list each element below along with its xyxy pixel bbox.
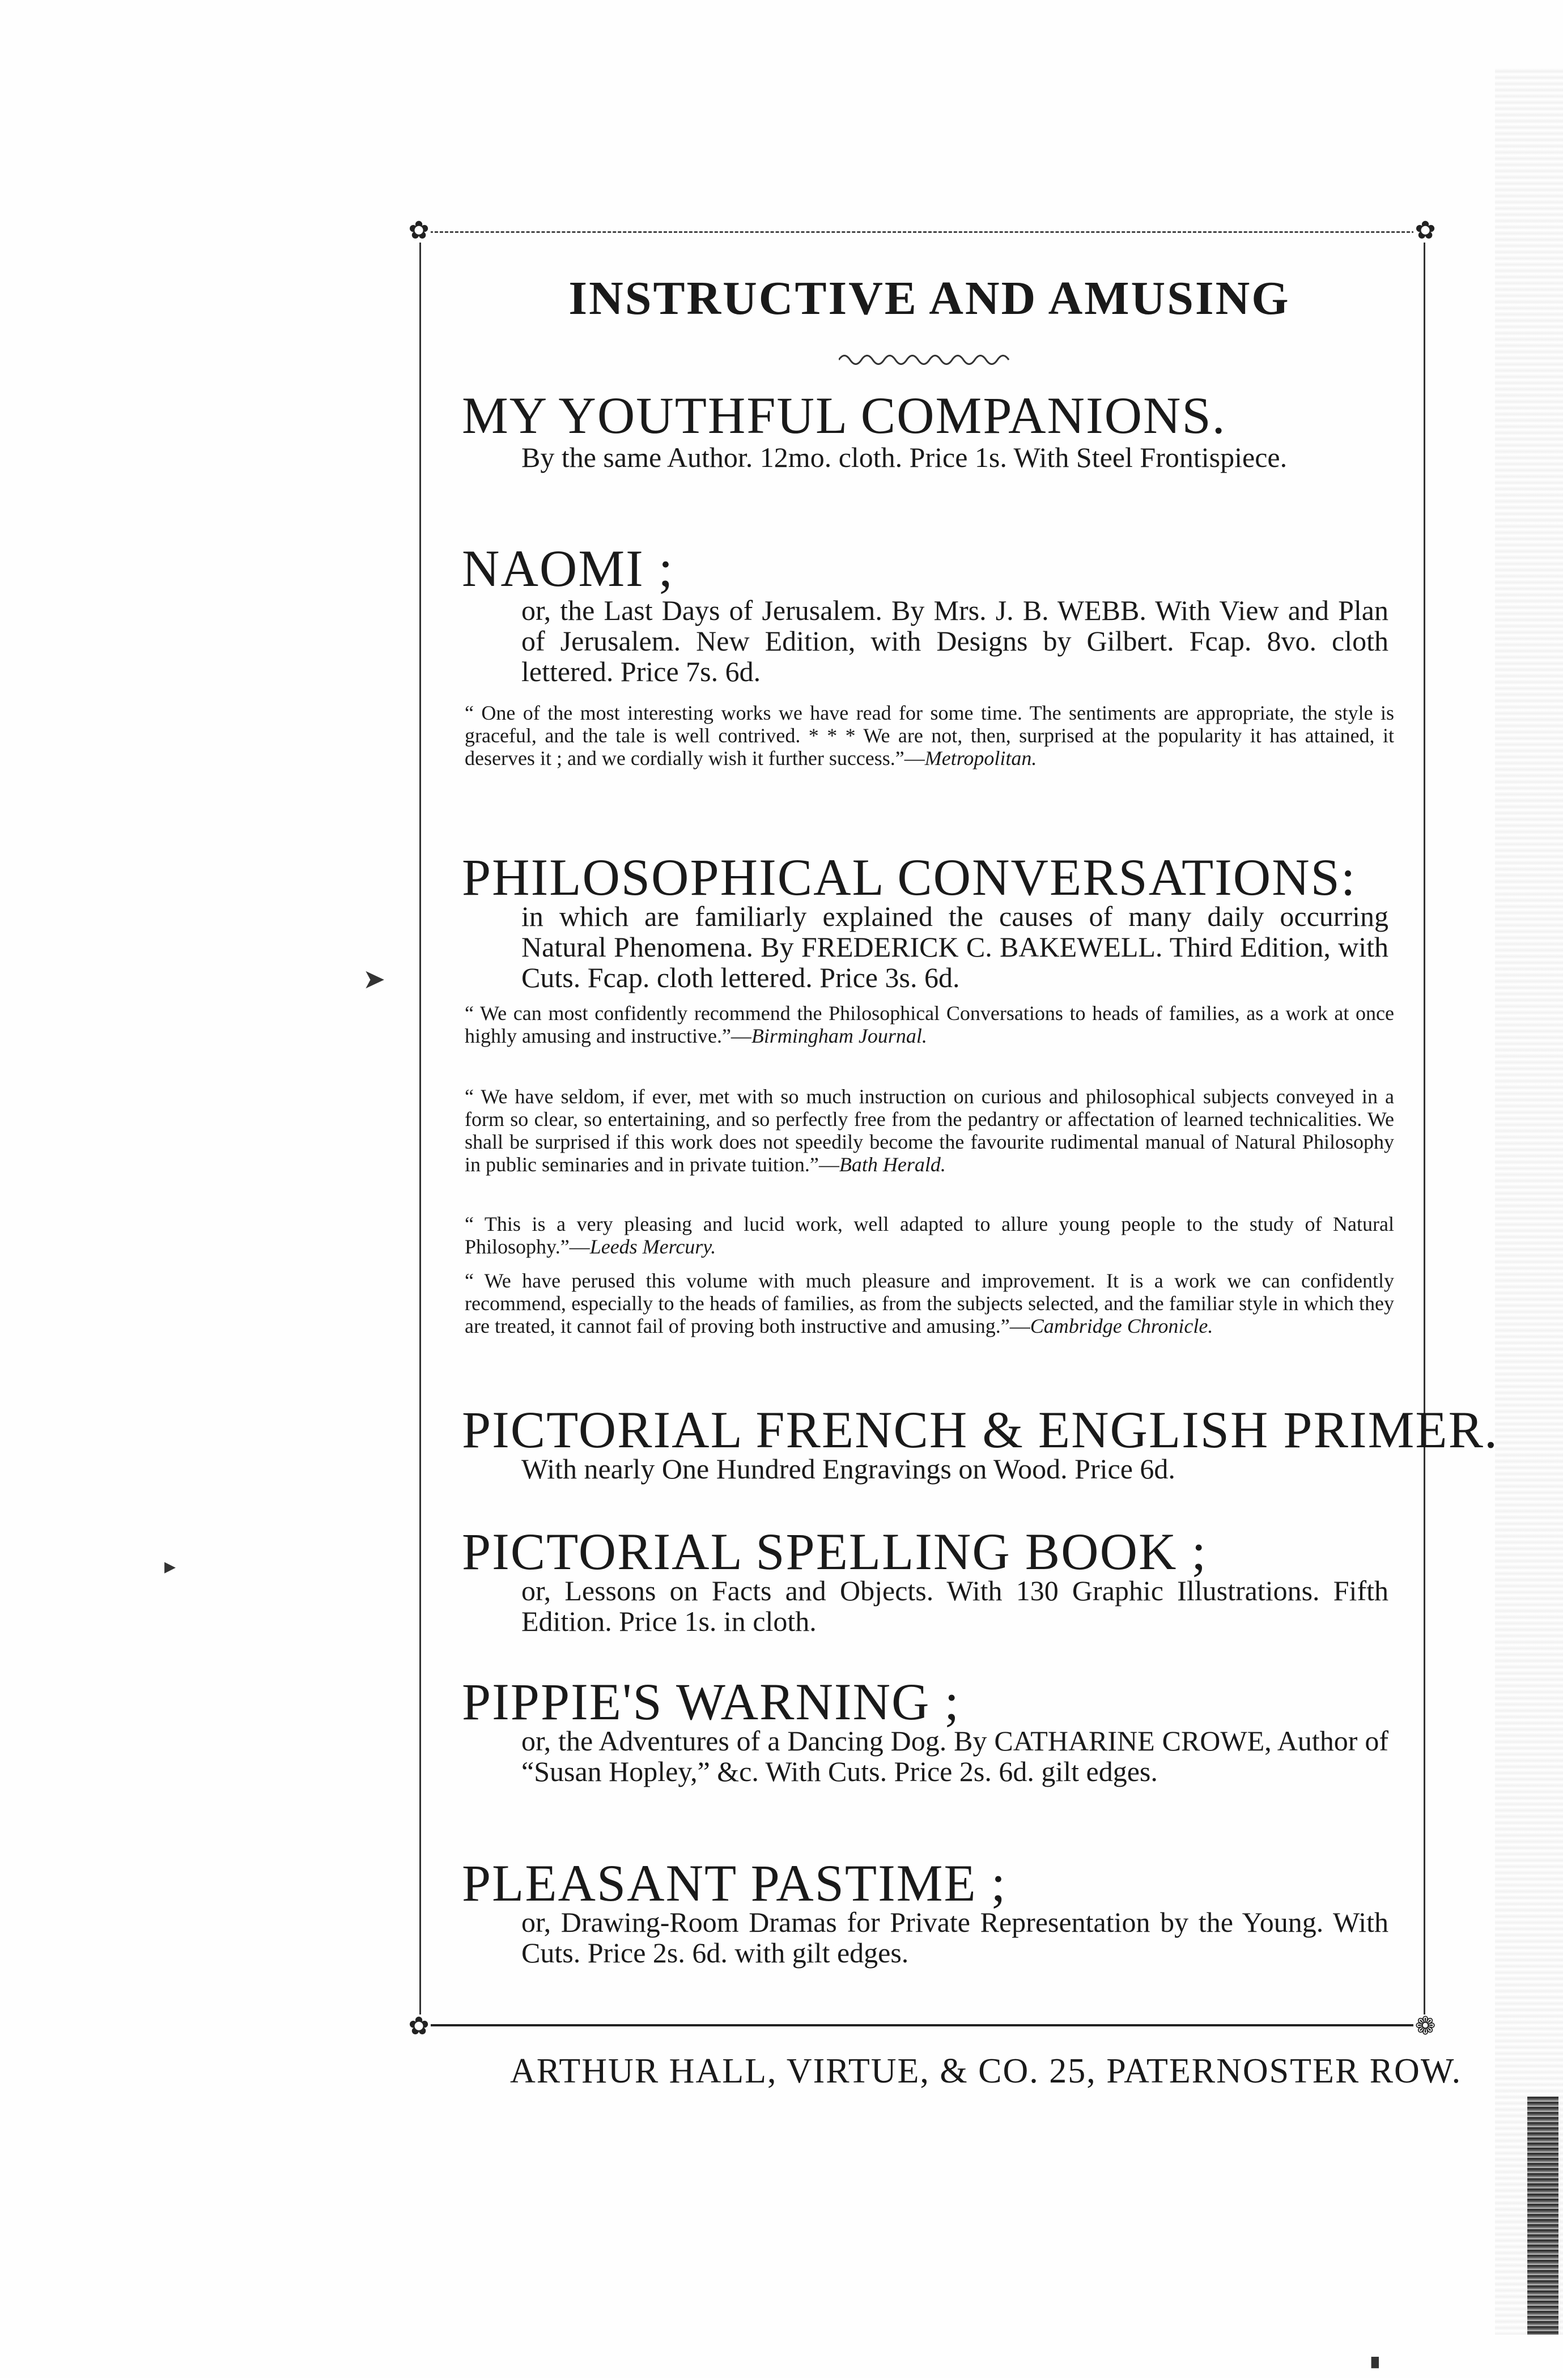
- scanned-page-edge-dark: [1527, 2097, 1558, 2335]
- scanned-page-edge: [1495, 68, 1563, 2335]
- wavy-divider-icon: [839, 351, 1014, 368]
- entry-description: or, the Last Days of Jerusalem. By Mrs. J. B. WEBB. With View and Plan of Jerusalem. New Edition, with Designs by Gilbert. Fcap. 8vo. cloth lettered. Price 7s. 6d.: [521, 594, 1388, 687]
- entry-title: PLEASANT PASTIME ;: [462, 1854, 1007, 1912]
- page-heading: INSTRUCTIVE AND AMUSING: [568, 272, 1290, 325]
- quote-text: “ One of the most interesting works we have read for some time. The sentiments are appropriate, the style is graceful, and the tale is well contrived. * * * We are not, then, surprised at the popularity it has attained, it deserves it ; and we cordially wish it further success.”—: [465, 702, 1394, 770]
- review-quote: [465, 1085, 1394, 1176]
- entry-title: PICTORIAL SPELLING BOOK ;: [462, 1523, 1208, 1580]
- quote-source: Metropolitan.: [924, 747, 1037, 770]
- entry-title: NAOMI ;: [462, 539, 674, 597]
- printer-mark-icon: ▸: [164, 1553, 176, 1579]
- flower-ornament-icon: ✿: [1413, 219, 1437, 243]
- quote-source: Leeds Mercury.: [589, 1235, 716, 1258]
- publisher-imprint: ARTHUR HALL, VIRTUE, & CO. 25, PATERNOSTER ROW.: [510, 2052, 1462, 2090]
- printer-mark-icon: ➤: [363, 964, 386, 994]
- review-quote: [465, 1269, 1394, 1337]
- entry-description: or, the Adventures of a Dancing Dog. By CATHARINE CROWE, Author of “Susan Hopley,” &c. With Cuts. Price 2s. 6d. gilt edges.: [521, 1725, 1388, 1787]
- printer-mark-icon: ▘: [1371, 2358, 1387, 2379]
- entry-description: By the same Author. 12mo. cloth. Price 1s. With Steel Frontispiece.: [521, 441, 1288, 473]
- quote-text: “ This is a very pleasing and lucid work, well adapted to allure young people to the study of Natural Philosophy.”—: [465, 1213, 1394, 1258]
- entry-title: MY YOUTHFUL COMPANIONS.: [462, 386, 1226, 444]
- flower-ornament-icon: ❁: [1413, 2014, 1437, 2038]
- entry-title: PHILOSOPHICAL CONVERSATIONS:: [462, 848, 1357, 906]
- entry-description: With nearly One Hundred Engravings on Wood. Price 6d.: [521, 1453, 1175, 1485]
- flower-ornament-icon: ✿: [407, 219, 431, 243]
- flower-ornament-icon: ✿: [407, 2014, 431, 2038]
- quote-text: “ We have seldom, if ever, met with so much instruction on curious and philosophical subjects conveyed in a form so clear, so entertaining, and so perfectly free from the pedantry or affectation of learned technicalities. We shall be surprised if this work does not speedily become the favourite rudimental manual of Natural Philosophy in public seminaries and in private tuition.”—: [465, 1085, 1394, 1176]
- entry-title: PIPPIE'S WARNING ;: [462, 1673, 961, 1731]
- quote-source: Cambridge Chronicle.: [1030, 1315, 1213, 1337]
- entry-description: or, Drawing-Room Dramas for Private Representation by the Young. With Cuts. Price 2s. 6d. with gilt edges.: [521, 1906, 1388, 1969]
- review-quote: [465, 702, 1394, 770]
- entry-title: PICTORIAL FRENCH & ENGLISH PRIMER.: [462, 1401, 1498, 1459]
- review-quote: [465, 1002, 1394, 1047]
- quote-text: “ We can most confidently recommend the Philosophical Conversations to heads of families, as a work at once highly amusing and instructive.”—: [465, 1002, 1394, 1047]
- quote-source: Bath Herald.: [839, 1153, 946, 1176]
- quote-text: “ We have perused this volume with much pleasure and improvement. It is a work we can confidently recommend, especially to the heads of families, as from the subjects selected, and the familiar style in which they are treated, it cannot fail of proving both instructive and amusing.”—: [465, 1269, 1394, 1337]
- entry-description: in which are familiarly explained the causes of many daily occurring Natural Phenomena. By FREDERICK C. BAKEWELL. Third Edition, with Cuts. Fcap. cloth lettered. Price 3s. 6d.: [521, 900, 1388, 993]
- review-quote: [465, 1213, 1394, 1258]
- quote-source: Birmingham Journal.: [751, 1025, 927, 1047]
- entry-description: or, Lessons on Facts and Objects. With 130 Graphic Illustrations. Fifth Edition. Price 1s. in cloth.: [521, 1575, 1388, 1637]
